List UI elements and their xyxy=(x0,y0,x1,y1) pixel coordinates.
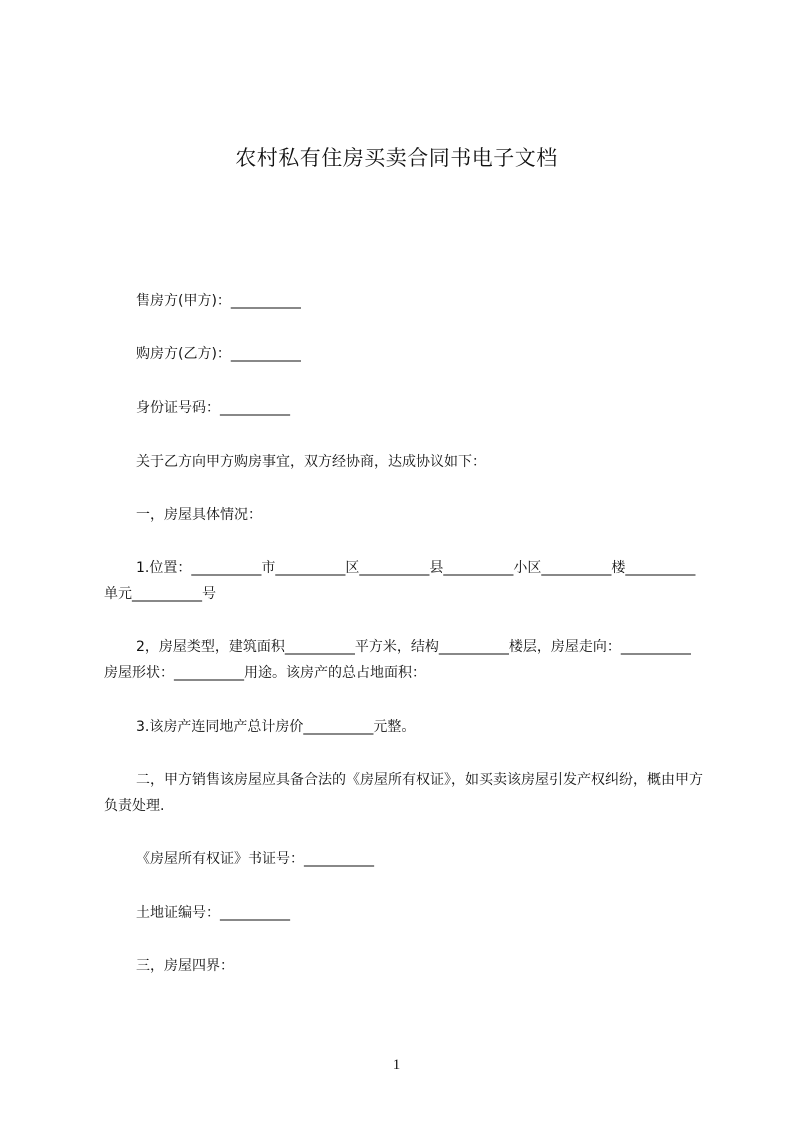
page-number: 1 xyxy=(392,1057,401,1073)
ownership-cert-line: 《房屋所有权证》书证号：__________ xyxy=(136,851,374,867)
page-title: 农村私有住房买卖合同书电子文档 xyxy=(235,146,558,170)
id-number-line: 身份证号码：__________ xyxy=(136,400,290,416)
section-three-heading: 三，房屋四界： xyxy=(136,958,234,974)
location-clause: 1.位置：__________市__________区__________县__________小区__________楼__________单元__________号 xyxy=(104,560,696,602)
price-clause: 3.该房产连同地产总计房价__________元整。 xyxy=(136,719,416,735)
section-one-heading: 一，房屋具体情况： xyxy=(136,507,262,523)
seller-line: 售房方(甲方)：__________ xyxy=(136,293,301,309)
house-type-clause: 2，房屋类型，建筑面积__________平方米，结构__________楼层，房屋走向：__________房屋形状：__________用途。该房产的总占地面积： xyxy=(104,639,691,681)
buyer-line: 购房方(乙方)：__________ xyxy=(136,346,301,362)
land-cert-line: 土地证编号：__________ xyxy=(136,905,290,921)
agreement-intro: 关于乙方向甲方购房事宜，双方经协商，达成协议如下： xyxy=(136,454,486,470)
section-two-clause: 二，甲方销售该房屋应具备合法的《房屋所有权证》，如买卖该房屋引发产权纠纷，概由甲方负责处理. xyxy=(104,772,703,814)
